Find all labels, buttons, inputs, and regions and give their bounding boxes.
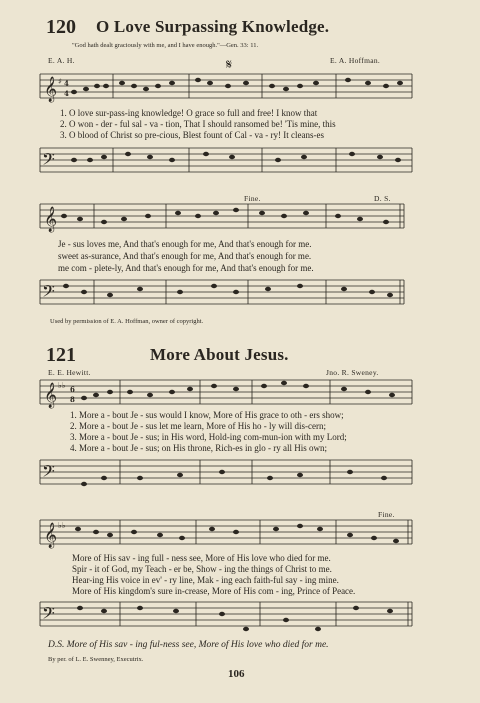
- hymn-number: 120: [46, 16, 76, 38]
- hymn-title: More About Jesus.: [150, 345, 289, 364]
- lyric-line: 1. More a - bout Je - sus would I know, More of His grace to oth - ers show;: [70, 410, 344, 420]
- ds-marking: D. S.: [374, 194, 391, 203]
- page-number: 106: [228, 668, 245, 680]
- lyric-line: Je - sus loves me, And that's enough for me, And that's enough for me.: [58, 239, 312, 249]
- lyric-line: 4. More a - bout Je - sus; on His throne, Rich-es in glo - ry all His own;: [70, 443, 327, 453]
- svg-text:𝄢: 𝄢: [42, 603, 55, 627]
- treble-staff: [0, 198, 480, 236]
- permission-note: By per. of L. E. Swenney, Executrix.: [48, 656, 144, 663]
- author-credit: E. A. H.: [48, 56, 75, 65]
- lyric-line: 2. More a - bout Je - sus let me learn, More of His ho - ly will dis-cern;: [70, 421, 326, 431]
- hymn-title: O Love Surpassing Knowledge.: [96, 17, 330, 36]
- svg-text:♭♭: ♭♭: [58, 381, 66, 390]
- author-credit: E. E. Hewitt.: [48, 368, 91, 377]
- composer-credit: E. A. Hoffman.: [330, 56, 381, 65]
- svg-text:𝄞: 𝄞: [44, 523, 58, 548]
- bass-staff: [0, 454, 480, 494]
- permission-note: Used by permission of E. A. Hoffman, owner of copyright.: [50, 318, 204, 325]
- bass-staff: [0, 142, 480, 182]
- svg-text:𝄢: 𝄢: [42, 149, 55, 173]
- svg-text:𝄢: 𝄢: [42, 461, 55, 485]
- svg-text:𝄢: 𝄢: [42, 281, 55, 305]
- svg-text:4: 4: [64, 89, 69, 98]
- ds-line: D.S. More of His sav - ing ful-ness see, More of His love who died for me.: [48, 640, 329, 650]
- treble-staff: [0, 374, 480, 414]
- hymn-number: 121: [46, 344, 76, 366]
- fine-marking: Fine.: [244, 194, 261, 203]
- svg-text:6: 6: [70, 385, 75, 394]
- bass-staff: [0, 274, 480, 312]
- svg-text:𝄞: 𝄞: [44, 77, 58, 102]
- lyric-line: 1. O love sur-pass-ing knowledge! O grace so full and free! I know that: [60, 108, 318, 118]
- bass-staff: [0, 596, 480, 638]
- lyric-line: 3. O blood of Christ so pre-cious, Blest fount of Cal - va - ry! It cleans-es: [60, 130, 324, 140]
- treble-staff: [0, 514, 480, 554]
- composer-credit: Jno. R. Sweney.: [326, 368, 379, 377]
- svg-text:8: 8: [70, 395, 75, 404]
- lyric-line: More of His kingdom's sure in-crease, More of His com - ing, Prince of Peace.: [72, 586, 356, 596]
- segno-sign: 𝄋: [226, 58, 233, 73]
- svg-text:4: 4: [64, 79, 69, 88]
- lyric-line: 3. More a - bout Je - sus; in His word, Hold-ing com-mun-ion with my Lord;: [70, 432, 347, 442]
- epigraph: "God hath dealt graciously with me, and I have enough."—Gen. 33: 11.: [72, 42, 259, 49]
- svg-text:𝄞: 𝄞: [44, 383, 58, 408]
- lyric-line: sweet as-surance, And that's enough for me, And that's enough for me.: [58, 251, 312, 261]
- fine-marking: Fine.: [378, 510, 395, 519]
- treble-staff: [0, 66, 480, 110]
- lyric-line: Hear-ing His voice in ev' - ry line, Mak - ing each faith-ful say - ing mine.: [72, 575, 339, 585]
- lyric-line: me com - plete-ly, And that's enough for me, And that's enough for me.: [58, 263, 314, 273]
- svg-text:♯: ♯: [58, 77, 62, 86]
- svg-text:𝄞: 𝄞: [44, 207, 58, 232]
- svg-text:♭♭: ♭♭: [58, 521, 66, 530]
- lyric-line: Spir - it of God, my Teach - er be, Show - ing the things of Christ to me.: [72, 564, 332, 574]
- lyric-line: More of His sav - ing full - ness see, More of His love who died for me.: [72, 553, 331, 563]
- lyric-line: 2. O won - der - ful sal - va - tion, That I should ransomed be! 'Tis mine, this: [60, 119, 336, 129]
